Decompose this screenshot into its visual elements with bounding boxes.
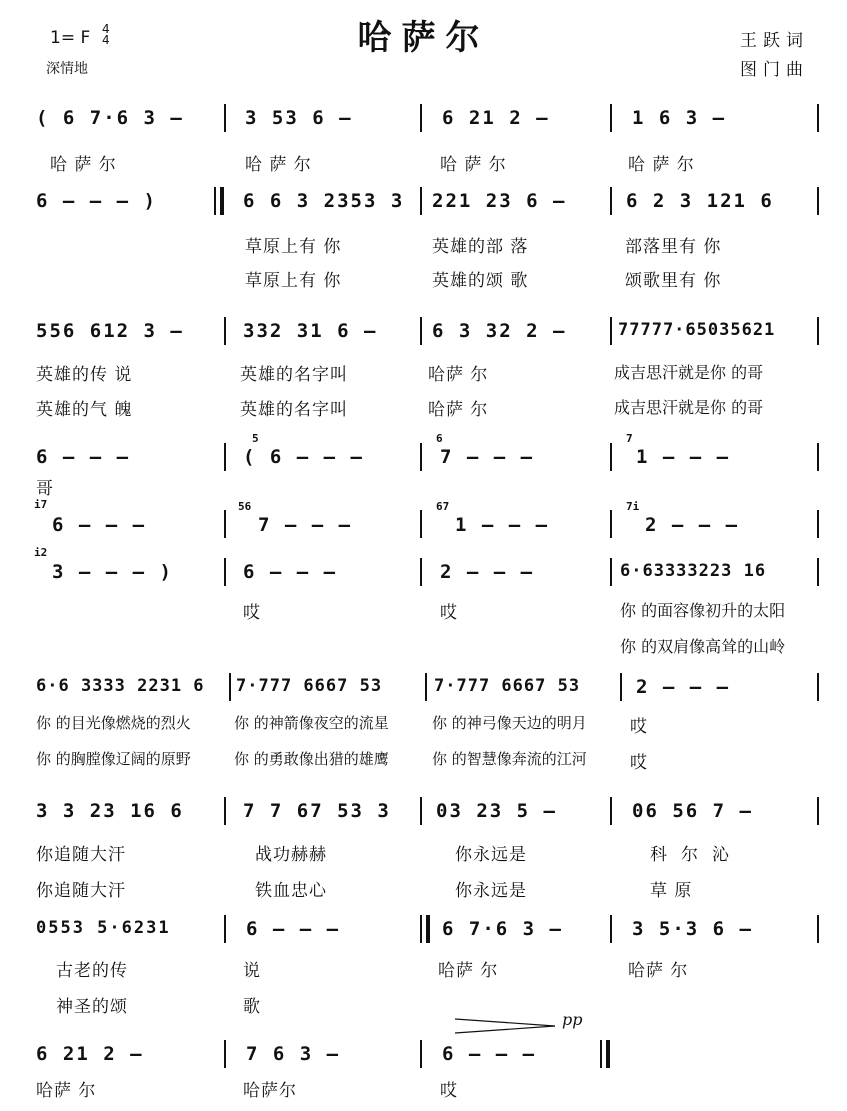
lyric-text: 神圣的颂 bbox=[56, 997, 128, 1017]
barline bbox=[224, 558, 226, 586]
lyric-text: 战功赫赫 bbox=[255, 845, 327, 865]
lyric-text: 颂歌里有 你 bbox=[625, 271, 722, 291]
measure-notes: 3 53 6 – bbox=[245, 107, 353, 129]
lyric-text: 哎 bbox=[440, 603, 458, 623]
barline bbox=[817, 558, 819, 586]
barline bbox=[420, 797, 422, 825]
grace-note: i7 bbox=[34, 498, 48, 511]
measure-notes: 3 – – – ) bbox=[52, 561, 173, 583]
measure-notes: 3 5·3 6 – bbox=[632, 918, 753, 940]
barline bbox=[420, 317, 422, 345]
measure-notes: 7·777 6667 53 bbox=[236, 676, 383, 696]
barline bbox=[224, 443, 226, 471]
measure-notes: 6 2 3 121 6 bbox=[626, 190, 774, 212]
measure-notes: ( 6 7·6 3 – bbox=[36, 107, 184, 129]
measure-notes: 6 3 32 2 – bbox=[432, 320, 567, 342]
lyric-text: 草原上有 你 bbox=[245, 271, 342, 291]
lyric-text: 草 原 bbox=[650, 881, 693, 901]
barline bbox=[817, 915, 819, 943]
lyric-text: 哈 萨 尔 bbox=[245, 155, 312, 175]
barline bbox=[610, 510, 612, 538]
measure-notes: 6 21 2 – bbox=[36, 1043, 144, 1065]
time-sig-top: 4 bbox=[102, 22, 110, 36]
lyric-text: 你 的神箭像夜空的流星 bbox=[234, 714, 389, 732]
lyric-text: 哈萨 尔 bbox=[428, 365, 489, 385]
lyric-text: 你 的胸膛像辽阔的原野 bbox=[36, 750, 191, 768]
measure-notes: 6 6 3 2353 3 bbox=[243, 190, 405, 212]
lyric-text: 成吉思汗就是你 的哥 bbox=[614, 363, 764, 382]
barline bbox=[817, 443, 819, 471]
lyric-text: 你 的目光像燃烧的烈火 bbox=[36, 714, 191, 732]
dynamic-pp: pp bbox=[562, 1010, 583, 1029]
measure-notes: 7 – – – bbox=[258, 514, 353, 536]
lyric-text: 你永远是 bbox=[455, 845, 527, 865]
measure-notes: 0553 5·6231 bbox=[36, 918, 171, 938]
barline bbox=[224, 797, 226, 825]
lyric-text: 英雄的名字叫 bbox=[240, 400, 348, 420]
lyric-text: 古老的传 bbox=[56, 961, 128, 981]
measure-notes: 1 6 3 – bbox=[632, 107, 727, 129]
lyric-text: 哈 萨 尔 bbox=[440, 155, 507, 175]
lyric-text: 哈萨尔 bbox=[243, 1081, 297, 1101]
barline bbox=[229, 673, 231, 701]
measure-notes: 03 23 5 – bbox=[436, 800, 557, 822]
barline bbox=[224, 915, 226, 943]
measure-notes: 6 7·6 3 – bbox=[442, 918, 563, 940]
barline bbox=[420, 1040, 422, 1068]
measure-notes: 1 – – – bbox=[636, 446, 731, 468]
measure-notes: 7·777 6667 53 bbox=[434, 676, 581, 696]
lyric-text: 哈萨 尔 bbox=[36, 1081, 97, 1101]
lyric-text: 英雄的名字叫 bbox=[240, 365, 348, 385]
lyric-text: 英雄的颂 歌 bbox=[432, 271, 529, 291]
key-signature: 1= F bbox=[50, 28, 91, 48]
lyric-text: 哈萨 尔 bbox=[438, 961, 499, 981]
repeat-barline bbox=[426, 915, 430, 943]
measure-notes: 2 – – – bbox=[636, 676, 731, 698]
barline bbox=[224, 317, 226, 345]
lyric-text: 你 的面容像初升的太阳 bbox=[620, 601, 786, 620]
grace-note: 5 bbox=[252, 432, 259, 445]
lyric-text: 你追随大汗 bbox=[36, 845, 126, 865]
barline bbox=[817, 510, 819, 538]
barline bbox=[620, 673, 622, 701]
measure-notes: 6 – – – bbox=[246, 918, 341, 940]
lyric-text: 歌 bbox=[243, 997, 261, 1017]
lyricist: 王跃词 bbox=[740, 31, 809, 51]
measure-notes: 7 – – – bbox=[440, 446, 535, 468]
grace-note: 7i bbox=[626, 500, 640, 513]
repeat-barline bbox=[420, 915, 422, 943]
lyric-text: 科尔沁 bbox=[650, 845, 743, 865]
measure-notes: 6 – – – ) bbox=[36, 190, 157, 212]
barline bbox=[610, 104, 612, 132]
lyric-text: 你 的勇敢像出猎的雄鹰 bbox=[234, 750, 389, 768]
grace-note: 6 bbox=[436, 432, 443, 445]
lyric-text: 哈 萨 尔 bbox=[50, 155, 117, 175]
measure-notes: 77777·65035621 bbox=[618, 320, 776, 340]
measure-notes: 2 – – – bbox=[440, 561, 535, 583]
measure-notes: 6 – – – bbox=[52, 514, 147, 536]
barline bbox=[420, 558, 422, 586]
lyric-text: 成吉思汗就是你 的哥 bbox=[614, 398, 764, 417]
barline bbox=[610, 443, 612, 471]
measure-notes: 6·6 3333 2231 6 bbox=[36, 676, 205, 696]
time-signature bbox=[102, 24, 110, 46]
composer: 图门曲 bbox=[740, 60, 809, 80]
lyric-text: 草原上有 你 bbox=[245, 237, 342, 257]
barline bbox=[224, 104, 226, 132]
grace-note: i2 bbox=[34, 546, 48, 559]
lyric-text: 哎 bbox=[243, 603, 261, 623]
lyric-text: 英雄的气 魄 bbox=[36, 400, 133, 420]
measure-notes: 556 612 3 – bbox=[36, 320, 184, 342]
measure-notes: 6 – – – bbox=[243, 561, 338, 583]
barline bbox=[420, 187, 422, 215]
decrescendo-hairpin bbox=[455, 1015, 565, 1037]
measure-notes: 6 21 2 – bbox=[442, 107, 550, 129]
measure-notes: 221 23 6 – bbox=[432, 190, 567, 212]
lyric-text: 英雄的传 说 bbox=[36, 365, 133, 385]
grace-note: 67 bbox=[436, 500, 450, 513]
barline bbox=[817, 673, 819, 701]
barline bbox=[420, 104, 422, 132]
measure-notes: 332 31 6 – bbox=[243, 320, 378, 342]
measure-notes: 1 – – – bbox=[455, 514, 550, 536]
lyric-text: 部落里有 你 bbox=[625, 237, 722, 257]
measure-notes: 6·63333223 16 bbox=[620, 561, 767, 581]
song-title: 哈萨尔 bbox=[357, 18, 490, 58]
barline bbox=[817, 104, 819, 132]
barline bbox=[420, 443, 422, 471]
measure-notes: 3 3 23 16 6 bbox=[36, 800, 184, 822]
lyric-text: 你 的智慧像奔流的江河 bbox=[432, 750, 587, 768]
lyric-text: 哎 bbox=[630, 717, 648, 737]
measure-notes: 6 – – – bbox=[36, 446, 131, 468]
barline bbox=[610, 187, 612, 215]
barline bbox=[817, 797, 819, 825]
lyric-text: 哥 bbox=[36, 479, 54, 499]
lyric-text: 哎 bbox=[630, 753, 648, 773]
measure-notes: ( 6 – – – bbox=[243, 446, 364, 468]
measure-notes: 7 6 3 – bbox=[246, 1043, 341, 1065]
measure-notes: 06 56 7 – bbox=[632, 800, 753, 822]
grace-note: 7 bbox=[626, 432, 633, 445]
grace-note: 56 bbox=[238, 500, 252, 513]
repeat-barline bbox=[214, 187, 216, 215]
barline bbox=[610, 797, 612, 825]
barline bbox=[817, 317, 819, 345]
measure-notes: 6 – – – bbox=[442, 1043, 537, 1065]
lyric-text: 哎 bbox=[440, 1081, 458, 1101]
final-barline bbox=[600, 1040, 602, 1068]
lyric-text: 你追随大汗 bbox=[36, 881, 126, 901]
barline bbox=[817, 187, 819, 215]
measure-notes: 7 7 67 53 3 bbox=[243, 800, 391, 822]
lyric-text: 哈萨 尔 bbox=[428, 400, 489, 420]
tempo-marking: 深情地 bbox=[46, 61, 88, 77]
barline bbox=[224, 510, 226, 538]
lyric-text: 铁血忠心 bbox=[255, 881, 327, 901]
lyric-text: 哈萨 尔 bbox=[628, 961, 689, 981]
time-sig-bottom: 4 bbox=[102, 33, 110, 47]
barline bbox=[420, 510, 422, 538]
lyric-text: 哈 萨 尔 bbox=[628, 155, 695, 175]
repeat-barline bbox=[220, 187, 224, 215]
barline bbox=[610, 317, 612, 345]
barline bbox=[610, 558, 612, 586]
lyric-text: 你 的神弓像天边的明月 bbox=[432, 714, 587, 732]
barline bbox=[610, 915, 612, 943]
final-barline bbox=[606, 1040, 610, 1068]
measure-notes: 2 – – – bbox=[645, 514, 740, 536]
barline bbox=[425, 673, 427, 701]
lyric-text: 你 的双肩像高耸的山岭 bbox=[620, 637, 786, 656]
lyric-text: 说 bbox=[243, 961, 261, 981]
barline bbox=[224, 1040, 226, 1068]
lyric-text: 英雄的部 落 bbox=[432, 237, 529, 257]
lyric-text: 你永远是 bbox=[455, 881, 527, 901]
